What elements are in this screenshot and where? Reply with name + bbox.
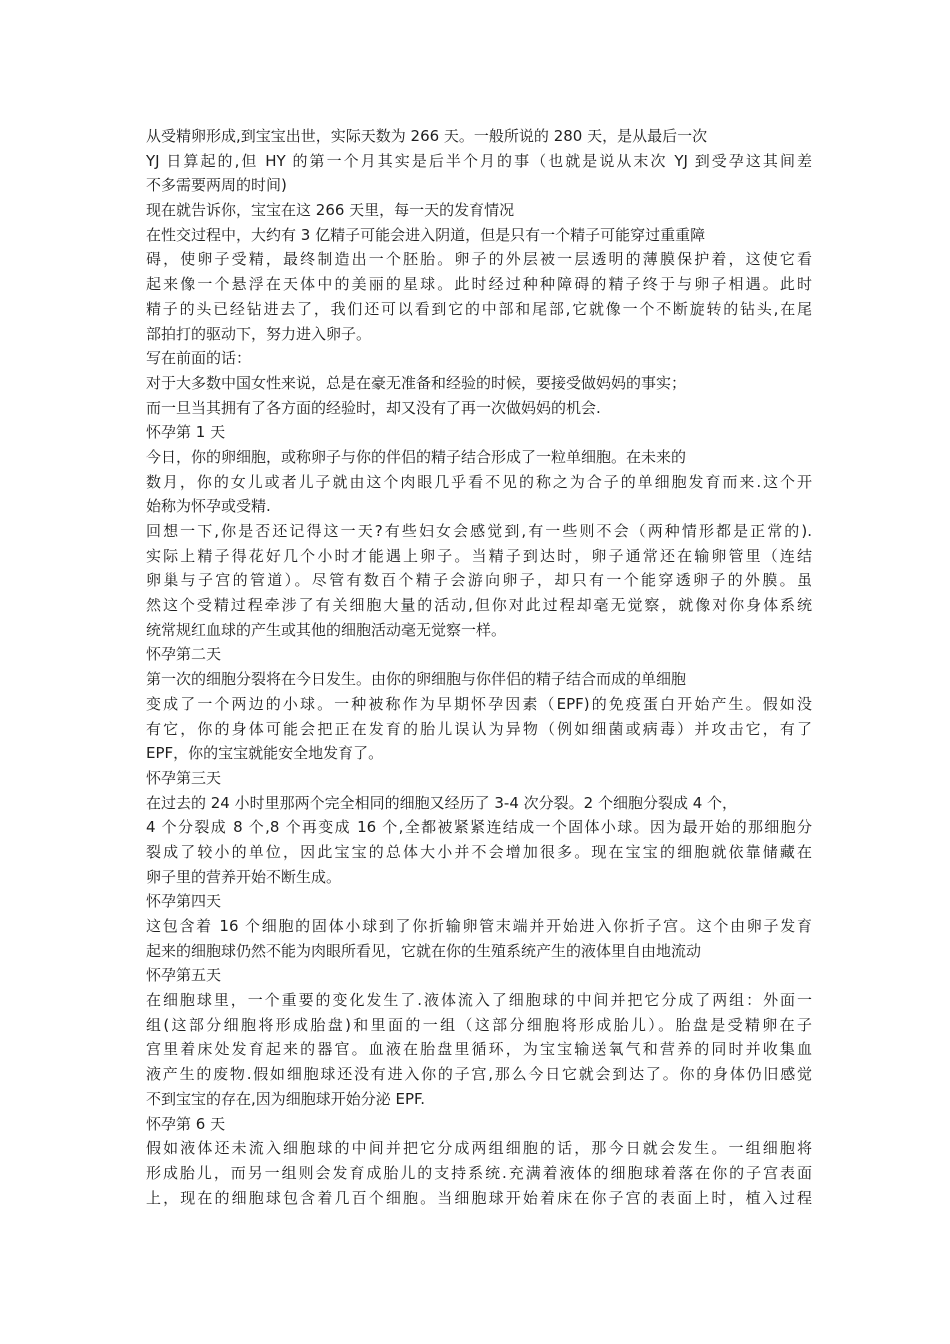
text-line: 不到宝宝的存在,因为细胞球开始分泌 EPF. (146, 1089, 426, 1108)
document-body (146, 124, 812, 1210)
text-line: 精子的头已经钻进去了，我们还可以看到它的中部和尾部,它就像一个不断旋转的钻头,在尾 (146, 299, 812, 318)
text-line: 写在前面的话： (146, 349, 252, 368)
text-line: 怀孕第五天 (146, 966, 222, 985)
text-line: 起来的细胞球仍然不能为肉眼所看见，它就在你的生殖系统产生的液体里自由地流动 (146, 941, 702, 960)
text-line: 组(这部分细胞将形成胎盘)和里面的一组（这部分细胞将形成胎儿）。胎盘是受精卵在子 (146, 1015, 812, 1034)
text-line: 液产生的废物.假如细胞球还没有进入你的子宫,那么今日它就会到达了。你的身体仍旧感觉 (146, 1065, 812, 1084)
text-line: 然这个受精过程牵涉了有关细胞大量的活动,但你对此过程却毫无觉察，就像对你身体系统 (146, 596, 812, 615)
text-line: 假如液体还未流入细胞球的中间并把它分成两组细胞的话，那今日就会发生。一组细胞将 (146, 1139, 812, 1158)
text-line: 碍，使卵子受精，最终制造出一个胚胎。卵子的外层被一层透明的薄膜保护着，这使它看 (146, 250, 812, 269)
text-line: 现在就告诉你，宝宝在这 266 天里，每一天的发育情况 (146, 201, 515, 220)
text-line: YJ 日算起的,但 HY 的第一个月其实是后半个月的事（也就是说从末次 YJ 到受孕这其间差 (146, 151, 812, 170)
text-line: 在性交过程中，大约有 3 亿精子可能会进入阴道，但是只有一个精子可能穿过重重障 (146, 225, 706, 244)
text-line: 第一次的细胞分裂将在今日发生。由你的卵细胞与你伴侣的精子结合而成的单细胞 (146, 670, 687, 689)
text-line: 这包含着 16 个细胞的固体小球到了你折输卵管末端并开始进入你折子宫。这个由卵子发育 (146, 917, 812, 935)
text-line: 实际上精子得花好几个小时才能遇上卵子。当精子到达时，卵子通常还在输卵管里（连结 (146, 546, 812, 565)
text-line: 部拍打的驱动下，努力进入卵子。 (146, 324, 372, 343)
text-line: 卵子里的营养开始不断生成。 (146, 867, 342, 886)
text-line: 宫里着床处发育起来的器官。血液在胎盘里循环，为宝宝输送氧气和营养的同时并收集血 (146, 1040, 812, 1059)
text-line: 而一旦当其拥有了各方面的经验时，却又没有了再一次做妈妈的机会. (146, 398, 601, 417)
text-line: 怀孕第 1 天 (146, 423, 226, 442)
text-line: 4 个分裂成 8 个,8 个再变成 16 个,全都被紧紧连结成一个固体小球。因为最开始的那细胞分 (146, 818, 812, 837)
text-line: 起来像一个悬浮在天体中的美丽的星球。此时经过种种障碍的精子终于与卵子相遇。此时 (146, 275, 812, 294)
text-line: 怀孕第二天 (146, 645, 222, 664)
text-line: 怀孕第 6 天 (146, 1114, 226, 1133)
text-line: 在过去的 24 小时里那两个完全相同的细胞又经历了 3-4 次分裂。2 个细胞分裂成 4 个， (146, 793, 738, 812)
text-line: 上，现在的细胞球包含着几百个细胞。当细胞球开始着床在你子宫的表面上时，植入过程 (146, 1188, 812, 1207)
text-line: 对于大多数中国女性来说，总是在豪无准备和经验的时候，要接受做妈妈的事实； (146, 373, 687, 392)
text-line: 统常规红血球的产生或其他的细胞活动毫无觉察一样。 (146, 620, 507, 639)
text-line: 怀孕第三天 (146, 768, 222, 787)
text-line: 形成胎儿，而另一组则会发育成胎儿的支持系统.充满着液体的细胞球着落在你的子宫表面 (146, 1163, 812, 1182)
text-line: 数月，你的女儿或者儿子就由这个肉眼几乎看不见的称之为合子的单细胞发育而来.这个开 (146, 472, 812, 491)
text-line: 裂成了较小的单位，因此宝宝的总体大小并不会增加很多。现在宝宝的细胞就依靠储藏在 (146, 842, 812, 861)
text-line: 怀孕第四天 (146, 892, 222, 911)
text-line: 在细胞球里，一个重要的变化发生了.液体流入了细胞球的中间并把它分成了两组：外面一 (146, 991, 812, 1010)
text-line: 始称为怀孕或受精. (146, 497, 271, 516)
text-line: 有它，你的身体可能会把正在发育的胎儿误认为异物（例如细菌或病毒）并攻击它，有了 (146, 719, 812, 738)
text-line: 今日，你的卵细胞，或称卵子与你的伴侣的精子结合形成了一粒单细胞。在未来的 (146, 447, 687, 466)
text-line: 从受精卵形成,到宝宝出世，实际天数为 266 天。一般所说的 280 天，是从最后一次 (146, 127, 708, 145)
text-line: 变成了一个两边的小球。一种被称作为早期怀孕因素（EPF)的免疫蛋白开始产生。假如没 (146, 694, 812, 713)
text-line: EPF，你的宝宝就能安全地发育了。 (146, 744, 384, 763)
text-line: 卵巢与子宫的管道）。尽管有数百个精子会游向卵子，却只有一个能穿透卵子的外膜。虽 (146, 571, 812, 590)
text-line: 回想一下,你是否还记得这一天?有些妇女会感觉到,有一些则不会（两种情形都是正常的). (146, 522, 812, 540)
text-line: 不多需要两周的时间) (146, 176, 287, 195)
